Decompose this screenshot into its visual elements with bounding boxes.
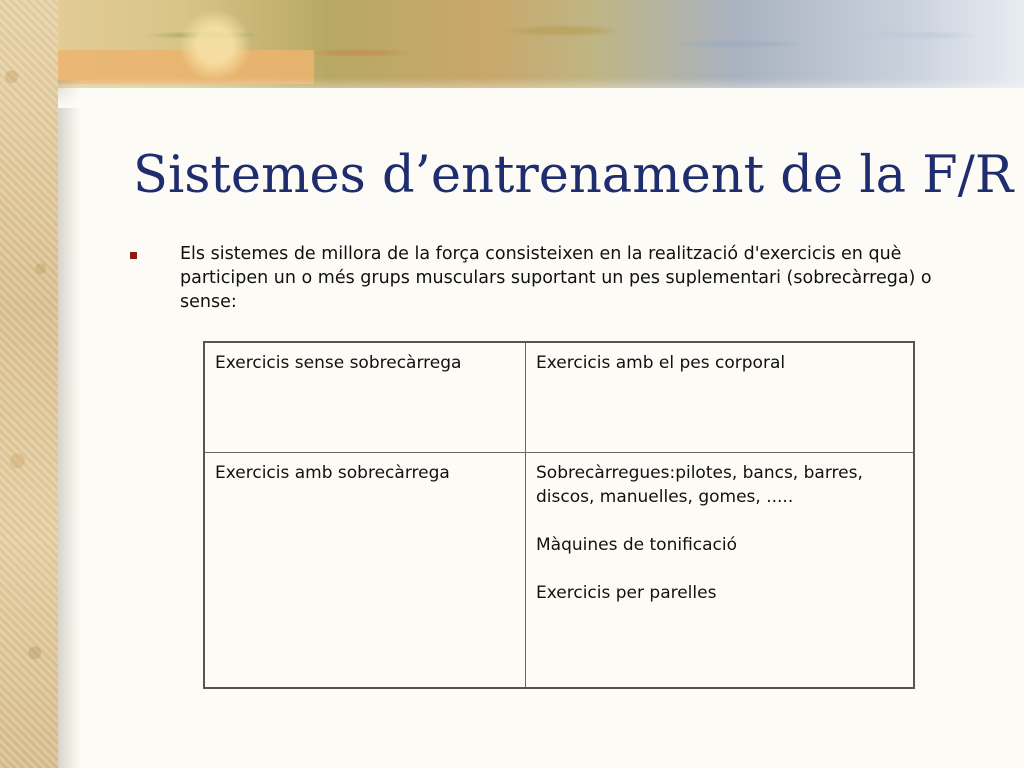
- parchment-side-strip: [0, 0, 58, 768]
- bullet-item: [130, 242, 970, 314]
- description-line: Exercicis amb el pes corporal: [536, 353, 786, 373]
- table-cell-category: Exercicis sense sobrecàrrega: [204, 342, 526, 453]
- line-spacer: [536, 509, 903, 533]
- slide-title: Sistemes d’entrenament de la F/R: [133, 146, 1014, 205]
- header-fade: [58, 78, 1024, 108]
- table-cell-description: [526, 453, 915, 689]
- description-line: Sobrecàrregues:pilotes, bancs, barres, discos, manuelles, gomes, .....: [536, 463, 863, 507]
- side-shadow: [58, 80, 80, 768]
- square-bullet-icon: [130, 252, 137, 259]
- exercise-table: [203, 341, 915, 689]
- table-row: [204, 453, 914, 689]
- description-line: Màquines de tonificació: [536, 535, 738, 555]
- table-cell-category: Exercicis amb sobrecàrrega: [204, 453, 526, 689]
- line-spacer: [536, 557, 903, 581]
- bullet-text: Els sistemes de millora de la força consisteixen en la realització d'exercicis en què participen un o més grups musculars suportant un pes suplementari (sobrecàrrega) o sense:: [180, 244, 932, 312]
- table-cell-description: [526, 342, 915, 453]
- table-row: [204, 342, 914, 453]
- description-line: Exercicis per parelles: [536, 583, 717, 603]
